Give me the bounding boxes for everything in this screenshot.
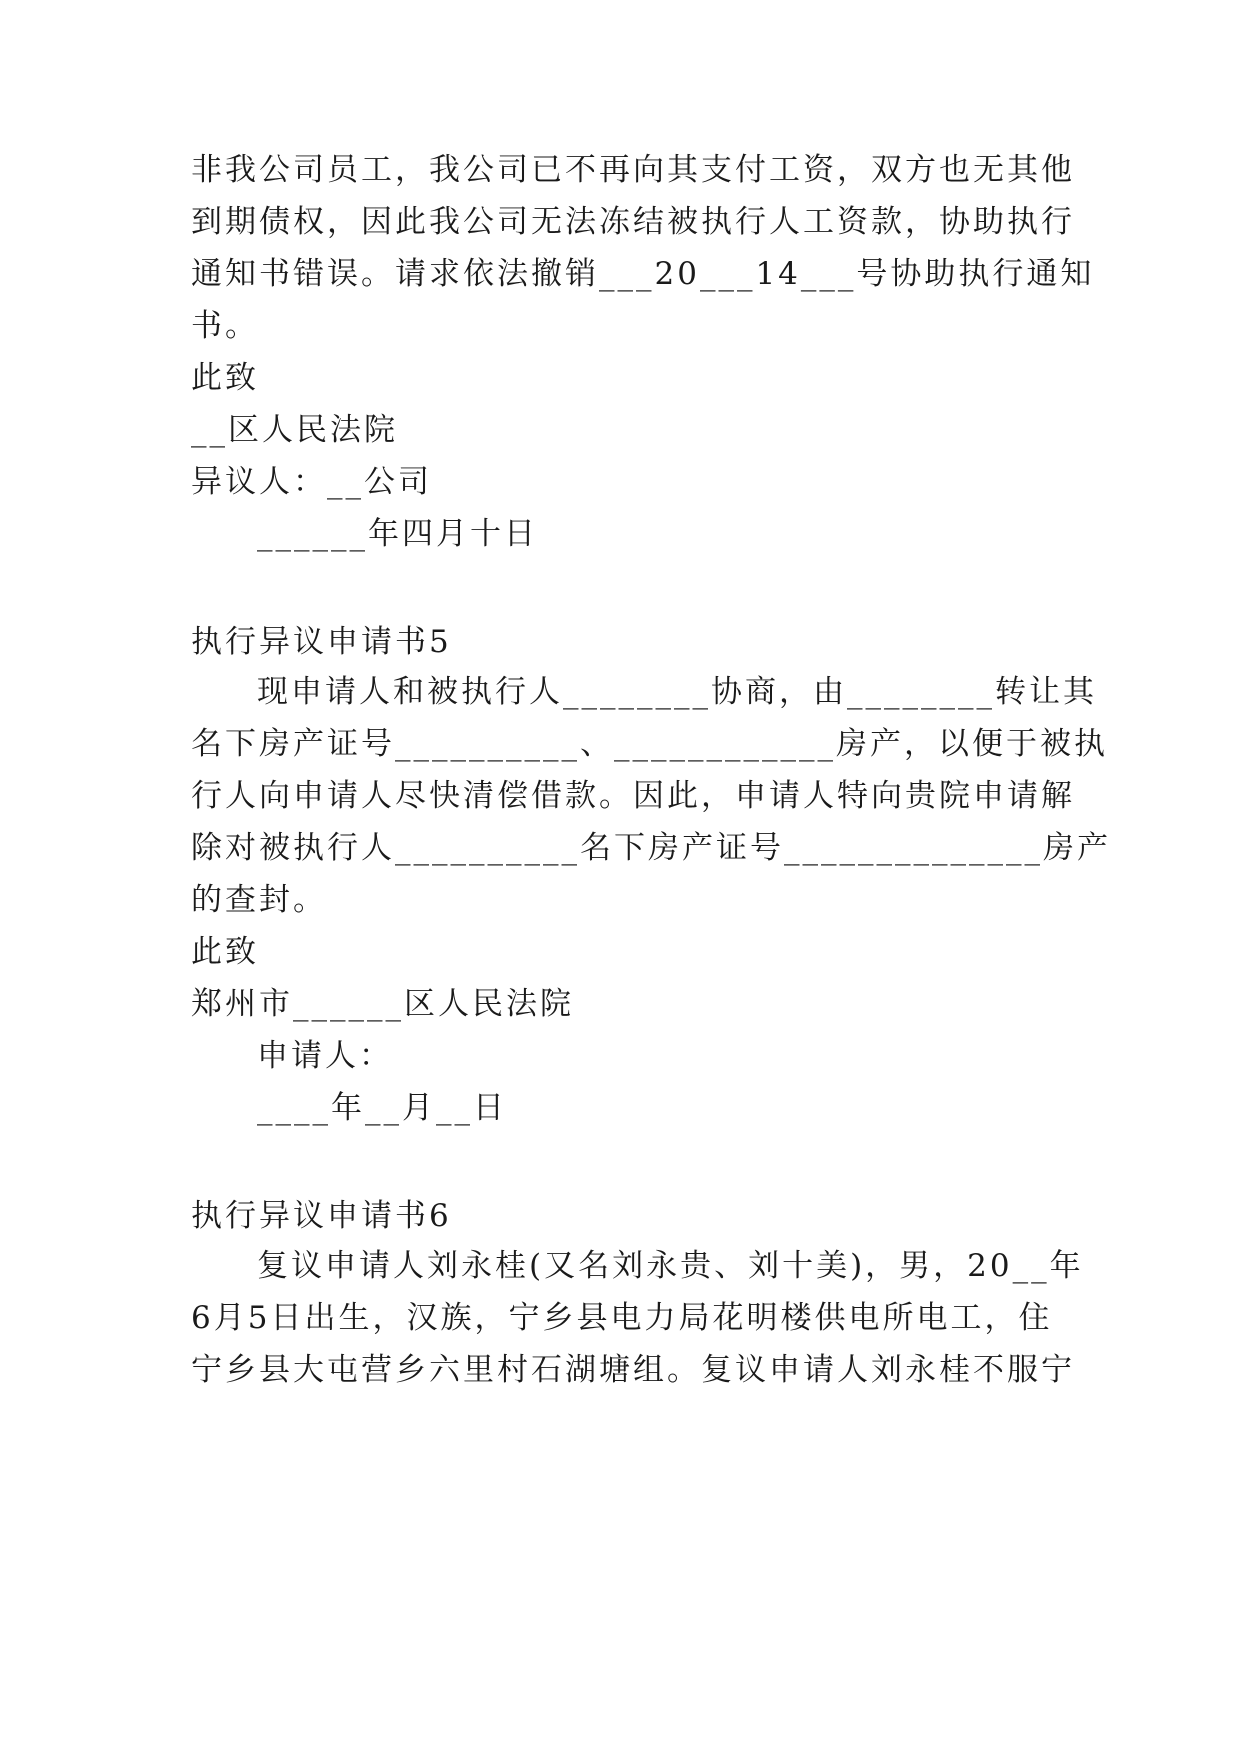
body-text-line: 现申请人和被执行人________协商，由________转让其 bbox=[257, 674, 1097, 710]
recipient-court: __区人民法院 bbox=[191, 412, 398, 448]
body-text-line: 除对被执行人__________名下房产证号______________房产 bbox=[191, 830, 1111, 866]
body-text-line: 书。 bbox=[191, 308, 259, 344]
body-text-line: 到期债权，因此我公司无法冻结被执行人工资款，协助执行 bbox=[191, 204, 1075, 240]
body-text-line: 宁乡县大屯营乡六里村石湖塘组。复议申请人刘永桂不服宁 bbox=[191, 1352, 1075, 1388]
body-text-line: 非我公司员工，我公司已不再向其支付工资，双方也无其他 bbox=[191, 152, 1075, 188]
body-text-line: 复议申请人刘永桂(又名刘永贵、刘十美)，男，20__年 bbox=[257, 1248, 1084, 1284]
recipient-court: 郑州市______区人民法院 bbox=[191, 986, 574, 1022]
date-line: ____年__月__日 bbox=[257, 1090, 507, 1126]
body-text-line: 的查封。 bbox=[191, 882, 327, 918]
body-text-line: 名下房产证号__________、____________房产，以便于被执 bbox=[191, 726, 1108, 762]
salutation: 此致 bbox=[191, 360, 259, 396]
body-text-line: 行人向申请人尽快清偿借款。因此，申请人特向贵院申请解 bbox=[191, 778, 1075, 814]
objector-signature: 异议人：__公司 bbox=[191, 464, 432, 500]
section-title: 执行异议申请书6 bbox=[191, 1198, 452, 1234]
body-text-line: 6月5日出生，汉族，宁乡县电力局花明楼供电所电工，住 bbox=[191, 1300, 1053, 1336]
date-line: ______年四月十日 bbox=[257, 516, 538, 552]
applicant-signature: 申请人： bbox=[257, 1038, 393, 1074]
salutation: 此致 bbox=[191, 934, 259, 970]
section-title: 执行异议申请书5 bbox=[191, 624, 452, 660]
body-text-line: 通知书错误。请求依法撤销___20___14___号协助执行通知 bbox=[191, 256, 1095, 292]
